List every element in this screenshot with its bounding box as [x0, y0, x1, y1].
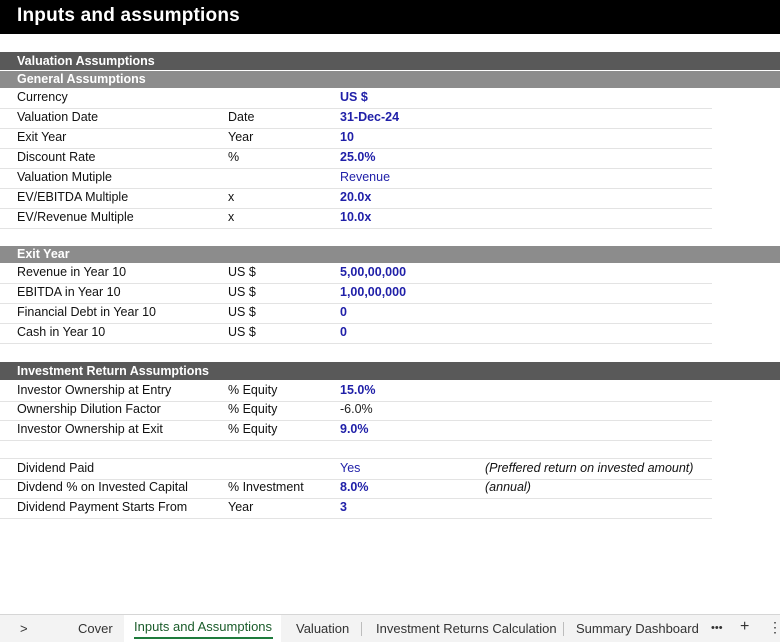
section-label: Valuation Assumptions: [17, 54, 155, 68]
row-label: Valuation Mutiple: [17, 170, 112, 184]
row-label: EV/Revenue Multiple: [17, 210, 134, 224]
section-exit-year[interactable]: [0, 246, 780, 263]
row-note: (annual): [485, 480, 531, 494]
row-ev-revenue-multiple[interactable]: [0, 208, 712, 229]
row-label: EBITDA in Year 10: [17, 285, 121, 299]
row-label: Revenue in Year 10: [17, 265, 127, 279]
row-label: Cash in Year 10: [17, 325, 106, 339]
row-label: Financial Debt in Year 10: [17, 305, 156, 319]
section-investment-return-assumptions[interactable]: [0, 362, 780, 380]
row-value[interactable]: 0: [340, 325, 347, 339]
row-exit-year[interactable]: [0, 128, 712, 149]
tab-separator: [563, 622, 564, 636]
row-dividend-start[interactable]: [0, 498, 712, 519]
row-value[interactable]: 3: [340, 500, 347, 514]
row-ownership-exit[interactable]: [0, 420, 712, 441]
row-cash-year-10[interactable]: [0, 323, 712, 344]
row-ownership-dilution[interactable]: [0, 400, 712, 421]
row-revenue-year-10[interactable]: [0, 263, 712, 284]
section-label: Investment Return Assumptions: [17, 364, 209, 378]
row-value[interactable]: 10.0x: [340, 210, 372, 224]
row-value[interactable]: 31-Dec-24: [340, 110, 400, 124]
row-label: Divdend % on Invested Capital: [17, 480, 188, 494]
row-value[interactable]: 1,00,00,000: [340, 285, 407, 299]
row-label: Dividend Payment Starts From: [17, 500, 188, 514]
row-unit: % Investment: [228, 480, 304, 494]
row-note: (Preffered return on invested amount): [485, 461, 694, 475]
sheet-tab-bar: [0, 614, 780, 642]
row-unit: Year: [228, 130, 254, 144]
row-value[interactable]: 10: [340, 130, 354, 144]
row-unit: % Equity: [228, 402, 278, 416]
menu-icon[interactable]: ⋮: [768, 619, 782, 635]
row-unit: US $: [228, 325, 256, 339]
row-label: Discount Rate: [17, 150, 96, 164]
row-valuation-date[interactable]: [0, 108, 712, 129]
row-value[interactable]: 20.0x: [340, 190, 372, 204]
tab-inputs-and-assumptions[interactable]: Inputs and Assumptions: [134, 619, 273, 634]
row-label: Investor Ownership at Entry: [17, 383, 172, 397]
row-currency[interactable]: [0, 88, 712, 109]
row-label: Currency: [17, 90, 68, 104]
row-value[interactable]: 25.0%: [340, 150, 376, 164]
row-ownership-entry[interactable]: [0, 381, 712, 402]
row-valuation-multiple[interactable]: [0, 168, 712, 189]
row-discount-rate[interactable]: [0, 148, 712, 169]
tab-valuation[interactable]: Valuation: [296, 621, 350, 636]
sheet-title: Inputs and assumptions: [17, 5, 240, 26]
row-unit: % Equity: [228, 383, 278, 397]
row-value[interactable]: 5,00,00,000: [340, 265, 407, 279]
row-unit: % Equity: [228, 422, 278, 436]
add-sheet-icon[interactable]: +: [740, 618, 750, 635]
tab-separator: [361, 622, 362, 636]
row-ebitda-year-10[interactable]: [0, 283, 712, 304]
active-tab-underline: [134, 637, 273, 639]
row-financial-debt-year-10[interactable]: [0, 303, 712, 324]
row-value[interactable]: Yes: [340, 461, 361, 475]
tab-summary-dashboard[interactable]: Summary Dashboard: [576, 621, 699, 636]
row-unit: US $: [228, 305, 256, 319]
section-valuation-assumptions[interactable]: [0, 52, 780, 70]
row-label: Exit Year: [17, 130, 67, 144]
row-value[interactable]: Revenue: [340, 170, 391, 184]
row-label: Valuation Date: [17, 110, 99, 124]
row-dividend-percent[interactable]: [0, 478, 712, 499]
row-unit: US $: [228, 285, 256, 299]
row-value[interactable]: -6.0%: [340, 402, 373, 416]
row-ev-ebitda-multiple[interactable]: [0, 188, 712, 209]
row-value[interactable]: 0: [340, 305, 347, 319]
row-dividend-paid[interactable]: [0, 458, 712, 480]
row-unit: Date: [228, 110, 255, 124]
tab-investment-returns-calculation[interactable]: Investment Returns Calculation: [376, 621, 557, 636]
tab-cover[interactable]: Cover: [78, 621, 113, 636]
more-tabs-icon[interactable]: •••: [711, 622, 723, 634]
row-unit: x: [228, 190, 235, 204]
section-label: General Assumptions: [17, 72, 146, 86]
row-label: Dividend Paid: [17, 461, 95, 475]
row-unit: US $: [228, 265, 256, 279]
row-label: Investor Ownership at Exit: [17, 422, 163, 436]
sheet-title-bar: [0, 0, 780, 34]
row-value[interactable]: 15.0%: [340, 383, 376, 397]
row-value[interactable]: US $: [340, 90, 368, 104]
row-unit: x: [228, 210, 235, 224]
section-general-assumptions[interactable]: [0, 71, 780, 88]
row-value[interactable]: 8.0%: [340, 480, 369, 494]
row-label: EV/EBITDA Multiple: [17, 190, 129, 204]
row-unit: Year: [228, 500, 254, 514]
chevron-right-icon[interactable]: >: [20, 621, 28, 636]
row-unit: %: [228, 150, 240, 164]
row-value[interactable]: 9.0%: [340, 422, 369, 436]
section-label: Exit Year: [17, 247, 70, 261]
row-label: Ownership Dilution Factor: [17, 402, 161, 416]
